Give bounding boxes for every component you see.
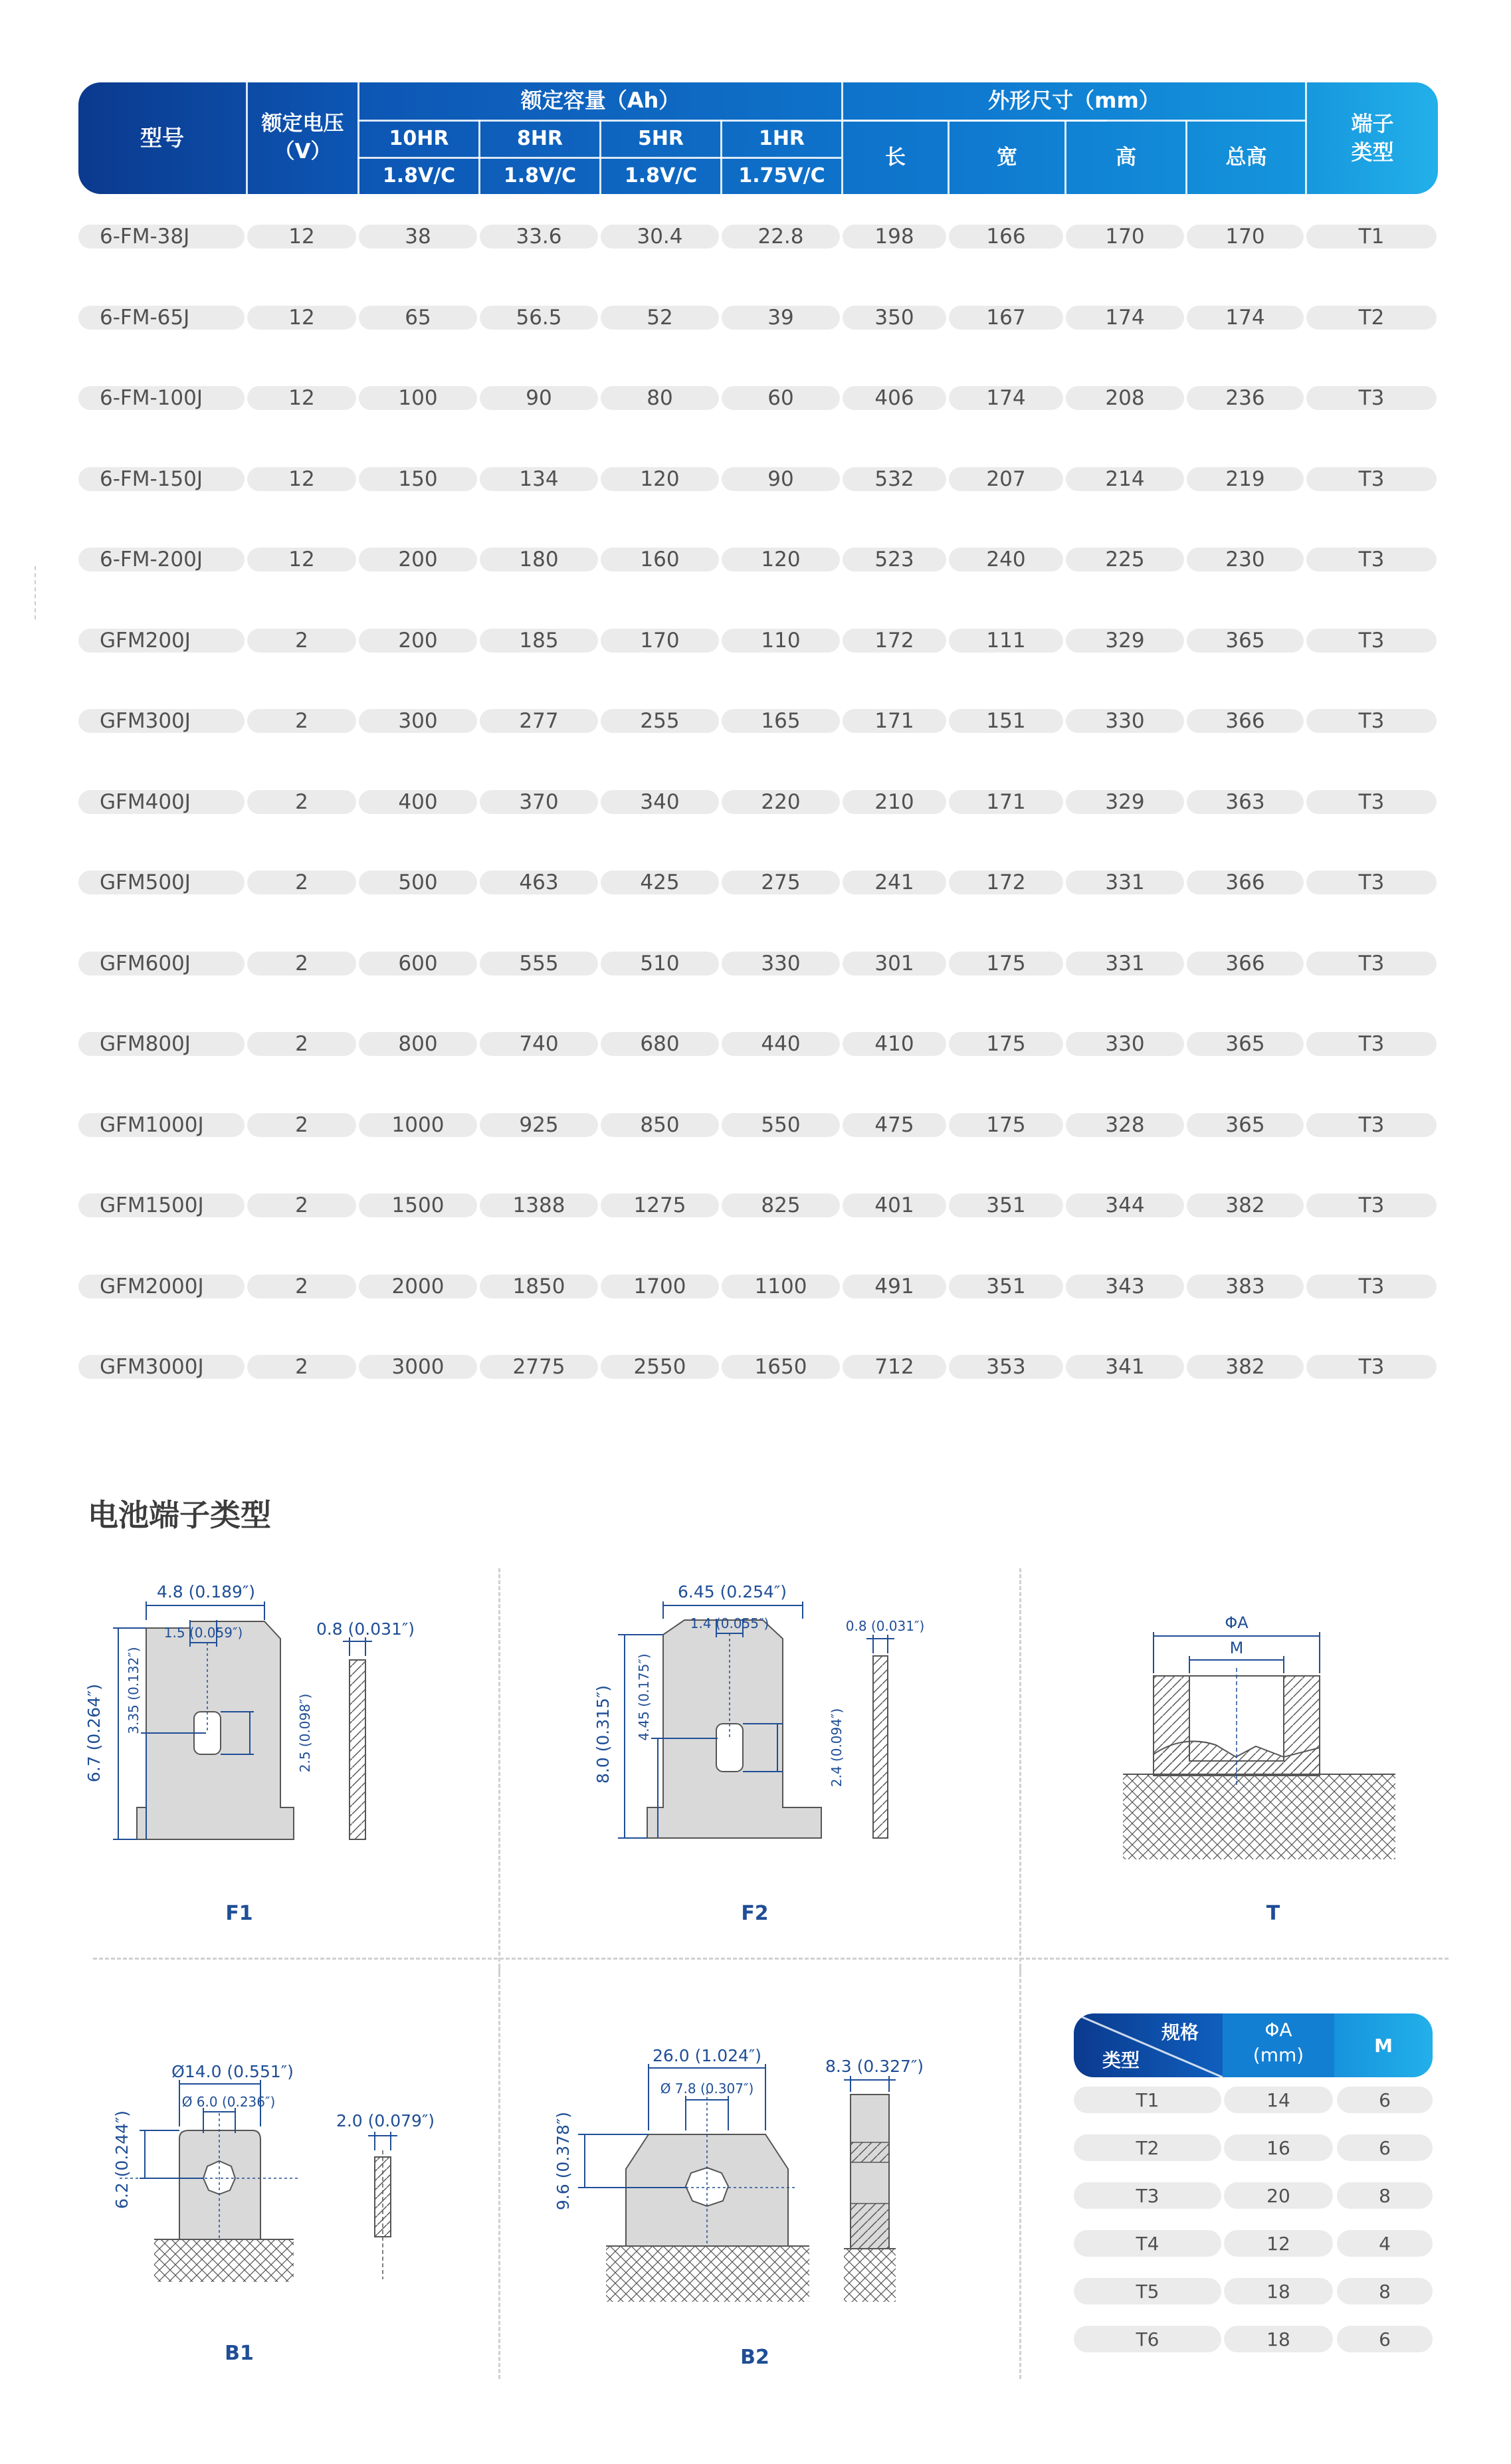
table-cell: 171 bbox=[949, 790, 1063, 814]
terminal-cell: 8 bbox=[1337, 2278, 1433, 2305]
table-cell: 383 bbox=[1187, 1275, 1304, 1298]
header-capacity-rate: 5HR bbox=[637, 127, 684, 151]
table-cell: 1275 bbox=[601, 1193, 719, 1217]
header-length: 长 bbox=[885, 145, 906, 169]
table-cell: 134 bbox=[480, 467, 598, 491]
model-cell: GFM2000J bbox=[78, 1275, 245, 1298]
table-cell: T3 bbox=[1306, 548, 1437, 571]
table-row bbox=[78, 790, 1438, 871]
f2-hole-height-dim: 4.45 (0.175″) bbox=[636, 1653, 652, 1741]
terminal-cell: 6 bbox=[1337, 2087, 1433, 2113]
table-cell: 52 bbox=[601, 306, 719, 330]
table-cell: 2 bbox=[247, 709, 356, 733]
table-cell: 255 bbox=[601, 709, 719, 733]
table-cell: 2 bbox=[247, 1355, 356, 1379]
model-cell: GFM600J bbox=[78, 952, 245, 975]
table-cell: 12 bbox=[247, 386, 356, 410]
side-hatch bbox=[851, 2204, 889, 2249]
model-cell: GFM3000J bbox=[78, 1355, 245, 1379]
diagram-label-t: T bbox=[1266, 1902, 1280, 1925]
header-capacity-rate: 8HR bbox=[516, 127, 563, 151]
table-cell: 210 bbox=[843, 790, 946, 814]
table-cell: 382 bbox=[1187, 1193, 1304, 1217]
table-cell: 328 bbox=[1066, 1113, 1184, 1137]
table-cell: 3000 bbox=[359, 1355, 477, 1379]
t-inner-dim: M bbox=[1229, 1639, 1244, 1657]
table-cell: 2775 bbox=[480, 1355, 598, 1379]
f1-hole-height-dim: 3.35 (0.132″) bbox=[126, 1647, 142, 1734]
table-cell: 523 bbox=[843, 548, 946, 571]
f2-slot-dim: 1.4 (0.055″) bbox=[690, 1615, 769, 1631]
model-cell: GFM1500J bbox=[78, 1193, 245, 1217]
header-capacity-rate: 10HR bbox=[389, 127, 449, 151]
terminal-cell: 6 bbox=[1337, 2134, 1433, 2161]
table-cell: 2550 bbox=[601, 1355, 719, 1379]
table-cell: 330 bbox=[1066, 1032, 1184, 1056]
base-hatch bbox=[606, 2246, 809, 2302]
table-cell: 331 bbox=[1066, 952, 1184, 975]
table-cell: 2 bbox=[247, 1113, 356, 1137]
table-cell: 240 bbox=[949, 548, 1063, 571]
model-cell: 6-FM-65J bbox=[78, 306, 245, 330]
table-cell: 12 bbox=[247, 467, 356, 491]
table-cell: T3 bbox=[1306, 952, 1437, 975]
table-cell: 65 bbox=[359, 306, 477, 330]
table-cell: 341 bbox=[1066, 1355, 1184, 1379]
table-cell: 401 bbox=[843, 1193, 946, 1217]
table-cell: 80 bbox=[601, 386, 719, 410]
table-cell: 120 bbox=[601, 467, 719, 491]
table-cell: 2 bbox=[247, 1275, 356, 1298]
table-cell: 510 bbox=[601, 952, 719, 975]
terminal-cell: 20 bbox=[1224, 2182, 1333, 2209]
table-cell: 680 bbox=[601, 1032, 719, 1056]
table-cell: T3 bbox=[1306, 790, 1437, 814]
table-cell: 60 bbox=[722, 386, 840, 410]
table-row bbox=[78, 306, 1438, 387]
table-cell: 30.4 bbox=[601, 225, 719, 249]
table-cell: 600 bbox=[359, 952, 477, 975]
table-cell: 1000 bbox=[359, 1113, 477, 1137]
table-cell: T3 bbox=[1306, 871, 1437, 894]
table-cell: 241 bbox=[843, 871, 946, 894]
table-cell: 2 bbox=[247, 952, 356, 975]
f1-slot-height-dim: 2.5 (0.098″) bbox=[297, 1693, 313, 1773]
table-cell: 172 bbox=[843, 629, 946, 653]
table-cell: 175 bbox=[949, 952, 1063, 975]
table-cell: T3 bbox=[1306, 1355, 1437, 1379]
table-cell: 344 bbox=[1066, 1193, 1184, 1217]
table-cell: 365 bbox=[1187, 1113, 1304, 1137]
terminal-row bbox=[1074, 2125, 1433, 2173]
table-cell: 343 bbox=[1066, 1275, 1184, 1298]
b2-hole-dim: Ø 7.8 (0.307″) bbox=[660, 2081, 754, 2097]
header-capacity-cutoff: 1.8V/C bbox=[382, 164, 456, 188]
table-cell: 550 bbox=[722, 1113, 840, 1137]
table-cell: T3 bbox=[1306, 629, 1437, 653]
terminal-spec-table bbox=[1074, 2013, 1433, 2364]
table-cell: 410 bbox=[843, 1032, 946, 1056]
terminal-cell: 12 bbox=[1224, 2230, 1333, 2257]
table-cell: 167 bbox=[949, 306, 1063, 330]
table-cell: 1650 bbox=[722, 1355, 840, 1379]
model-cell: GFM300J bbox=[78, 709, 245, 733]
table-cell: 301 bbox=[843, 952, 946, 975]
table-cell: 2 bbox=[247, 1193, 356, 1217]
table-cell: 850 bbox=[601, 1113, 719, 1137]
header-capacity-cutoff: 1.75V/C bbox=[738, 164, 825, 188]
table-row bbox=[78, 1032, 1438, 1113]
grid-divider bbox=[1019, 1568, 1021, 1974]
table-row bbox=[78, 1113, 1438, 1194]
table-row bbox=[78, 1355, 1438, 1436]
model-cell: GFM500J bbox=[78, 871, 245, 894]
table-cell: 207 bbox=[949, 467, 1063, 491]
table-row bbox=[78, 871, 1438, 952]
diagram-label-b1: B1 bbox=[225, 2342, 254, 2365]
table-cell: 12 bbox=[247, 225, 356, 249]
table-cell: 220 bbox=[722, 790, 840, 814]
diagram-t-svg bbox=[1116, 1595, 1409, 1874]
table-cell: 2 bbox=[247, 629, 356, 653]
terminal-cell: 14 bbox=[1224, 2087, 1333, 2113]
terminal-cell: 8 bbox=[1337, 2182, 1433, 2209]
diagram-label-f1: F1 bbox=[225, 1902, 253, 1925]
spec-table-header bbox=[78, 82, 1438, 194]
table-cell: 400 bbox=[359, 790, 477, 814]
table-cell: 219 bbox=[1187, 467, 1304, 491]
table-cell: 198 bbox=[843, 225, 946, 249]
table-cell: 2 bbox=[247, 871, 356, 894]
terminal-row bbox=[1074, 2077, 1433, 2125]
table-cell: 150 bbox=[359, 467, 477, 491]
table-cell: 1500 bbox=[359, 1193, 477, 1217]
terminal-cell: 4 bbox=[1337, 2230, 1433, 2257]
terminal-cell: T6 bbox=[1074, 2326, 1221, 2352]
table-cell: 170 bbox=[601, 629, 719, 653]
diagram-b1-svg bbox=[80, 2020, 452, 2312]
terminal-header-type: 类型 bbox=[1102, 2049, 1140, 2071]
grid-divider bbox=[498, 1967, 500, 2379]
table-cell: 366 bbox=[1187, 871, 1304, 894]
terminal-cell: 16 bbox=[1224, 2134, 1333, 2161]
table-cell: 174 bbox=[1187, 306, 1304, 330]
b1-thickness-dim: 2.0 (0.079″) bbox=[336, 2111, 435, 2130]
diagram-f2 bbox=[585, 1582, 957, 1867]
header-capacity-group: 额定容量（Ah） bbox=[520, 88, 680, 114]
table-cell: 406 bbox=[843, 386, 946, 410]
page-edge-mark bbox=[35, 566, 36, 619]
diagram-f1 bbox=[73, 1582, 445, 1867]
terminal-table-body bbox=[1074, 2077, 1433, 2364]
model-cell: 6-FM-100J bbox=[78, 386, 245, 410]
table-cell: 120 bbox=[722, 548, 840, 571]
table-cell: 1700 bbox=[601, 1275, 719, 1298]
table-cell: 382 bbox=[1187, 1355, 1304, 1379]
table-cell: 56.5 bbox=[480, 306, 598, 330]
table-cell: 366 bbox=[1187, 952, 1304, 975]
table-cell: 366 bbox=[1187, 709, 1304, 733]
b2-height-dim: 9.6 (0.378″) bbox=[554, 2111, 573, 2211]
side-view bbox=[350, 1660, 365, 1839]
model-cell: GFM200J bbox=[78, 629, 245, 653]
table-cell: 2000 bbox=[359, 1275, 477, 1298]
table-cell: 351 bbox=[949, 1275, 1063, 1298]
base-hatch bbox=[154, 2239, 294, 2282]
diagram-t bbox=[1116, 1595, 1409, 1874]
table-cell: T2 bbox=[1306, 306, 1437, 330]
b1-hole-dim: Ø 6.0 (0.236″) bbox=[181, 2094, 276, 2110]
b1-width-dim: Ø14.0 (0.551″) bbox=[171, 2062, 294, 2081]
terminal-cell: T2 bbox=[1074, 2134, 1221, 2161]
grid-divider bbox=[1019, 1967, 1021, 2379]
b2-thickness-dim: 8.3 (0.327″) bbox=[825, 2057, 924, 2076]
t-outer-dim: ΦA bbox=[1225, 1613, 1249, 1632]
table-cell: 2 bbox=[247, 1032, 356, 1056]
table-cell: T3 bbox=[1306, 709, 1437, 733]
header-capacity-cutoff: 1.8V/C bbox=[503, 164, 577, 188]
f1-height-dim: 6.7 (0.264″) bbox=[84, 1683, 104, 1783]
table-cell: 363 bbox=[1187, 790, 1304, 814]
table-row bbox=[78, 952, 1438, 1033]
terminal-cell: T1 bbox=[1074, 2087, 1221, 2113]
diagram-b2 bbox=[552, 2007, 963, 2319]
f2-slot-height-dim: 2.4 (0.094″) bbox=[829, 1708, 845, 1788]
table-cell: 463 bbox=[480, 871, 598, 894]
table-cell: T3 bbox=[1306, 1193, 1437, 1217]
terminal-header-m: M bbox=[1374, 2035, 1393, 2057]
table-cell: 100 bbox=[359, 386, 477, 410]
table-cell: T1 bbox=[1306, 225, 1437, 249]
grid-divider bbox=[498, 1568, 500, 1974]
table-cell: 925 bbox=[480, 1113, 598, 1137]
table-cell: T3 bbox=[1306, 467, 1437, 491]
f2-thickness-dim: 0.8 (0.031″) bbox=[845, 1618, 925, 1634]
model-cell: 6-FM-38J bbox=[78, 225, 245, 249]
table-cell: 170 bbox=[1187, 225, 1304, 249]
spec-table-body bbox=[78, 225, 1438, 1436]
diagram-label-b2: B2 bbox=[740, 2346, 769, 2369]
diagram-f1-svg bbox=[73, 1582, 445, 1867]
table-cell: 365 bbox=[1187, 1032, 1304, 1056]
table-cell: 475 bbox=[843, 1113, 946, 1137]
table-cell: 39 bbox=[722, 306, 840, 330]
table-cell: 350 bbox=[843, 306, 946, 330]
header-width: 宽 bbox=[997, 145, 1017, 169]
table-cell: 491 bbox=[843, 1275, 946, 1298]
table-cell: 370 bbox=[480, 790, 598, 814]
table-cell: 200 bbox=[359, 629, 477, 653]
table-cell: 111 bbox=[949, 629, 1063, 653]
header-total-height: 总高 bbox=[1225, 145, 1267, 169]
table-cell: 365 bbox=[1187, 629, 1304, 653]
terminal-row bbox=[1074, 2269, 1433, 2316]
table-cell: 1388 bbox=[480, 1193, 598, 1217]
f1-slot-dim: 1.5 (0.059″) bbox=[163, 1625, 243, 1641]
model-cell: GFM400J bbox=[78, 790, 245, 814]
terminal-row bbox=[1074, 2221, 1433, 2269]
table-cell: 174 bbox=[949, 386, 1063, 410]
table-cell: 2 bbox=[247, 790, 356, 814]
table-cell: 200 bbox=[359, 548, 477, 571]
table-cell: 180 bbox=[480, 548, 598, 571]
table-cell: 166 bbox=[949, 225, 1063, 249]
table-cell: 12 bbox=[247, 306, 356, 330]
f1-width-dim: 4.8 (0.189″) bbox=[156, 1582, 256, 1601]
table-cell: 340 bbox=[601, 790, 719, 814]
terminal-cell: T3 bbox=[1074, 2182, 1221, 2209]
table-cell: 500 bbox=[359, 871, 477, 894]
table-cell: 800 bbox=[359, 1032, 477, 1056]
diagram-f2-svg bbox=[585, 1582, 957, 1867]
side-hatch bbox=[851, 2142, 889, 2162]
table-cell: 160 bbox=[601, 548, 719, 571]
terminal-header-a: ΦA (mm) bbox=[1253, 2019, 1304, 2066]
terminal-table-header bbox=[1074, 2013, 1433, 2077]
header-terminal-type: 端子 类型 bbox=[1351, 110, 1394, 165]
model-cell: 6-FM-200J bbox=[78, 548, 245, 571]
side-view bbox=[873, 1656, 888, 1838]
model-cell: GFM800J bbox=[78, 1032, 245, 1056]
base-hatch bbox=[1123, 1774, 1395, 1859]
diagram-b1 bbox=[80, 2020, 452, 2312]
table-cell: 425 bbox=[601, 871, 719, 894]
table-cell: 225 bbox=[1066, 548, 1184, 571]
table-cell: 331 bbox=[1066, 871, 1184, 894]
table-row bbox=[78, 548, 1438, 629]
table-cell: 555 bbox=[480, 952, 598, 975]
header-capacity-cutoff: 1.8V/C bbox=[624, 164, 698, 188]
table-cell: 1100 bbox=[722, 1275, 840, 1298]
header-capacity-rate: 1HR bbox=[758, 127, 805, 151]
table-cell: 353 bbox=[949, 1355, 1063, 1379]
terminal-cell: 18 bbox=[1224, 2278, 1333, 2305]
table-cell: 33.6 bbox=[480, 225, 598, 249]
table-cell: T3 bbox=[1306, 1032, 1437, 1056]
table-cell: 351 bbox=[949, 1193, 1063, 1217]
table-cell: 172 bbox=[949, 871, 1063, 894]
table-cell: 330 bbox=[1066, 709, 1184, 733]
terminal-cell: T5 bbox=[1074, 2278, 1221, 2305]
table-cell: 208 bbox=[1066, 386, 1184, 410]
table-cell: 277 bbox=[480, 709, 598, 733]
table-cell: 185 bbox=[480, 629, 598, 653]
table-cell: 12 bbox=[247, 548, 356, 571]
b1-height-dim: 6.2 (0.244″) bbox=[112, 2110, 132, 2209]
diagram-label-f2: F2 bbox=[741, 1902, 769, 1925]
table-cell: 214 bbox=[1066, 467, 1184, 491]
table-cell: 165 bbox=[722, 709, 840, 733]
table-cell: 90 bbox=[722, 467, 840, 491]
table-row bbox=[78, 629, 1438, 710]
terminal-cell: T4 bbox=[1074, 2230, 1221, 2257]
table-cell: 825 bbox=[722, 1193, 840, 1217]
section-title: 电池端子类型 bbox=[88, 1497, 271, 1533]
terminal-header-spec: 规格 bbox=[1161, 2021, 1199, 2043]
b2-width-dim: 26.0 (1.024″) bbox=[652, 2046, 762, 2065]
header-height: 高 bbox=[1116, 145, 1136, 169]
f1-thickness-dim: 0.8 (0.031″) bbox=[316, 1619, 415, 1639]
table-cell: 329 bbox=[1066, 790, 1184, 814]
header-dimension-group: 外形尺寸（mm） bbox=[988, 88, 1160, 114]
f2-height-dim: 8.0 (0.315″) bbox=[593, 1685, 613, 1784]
table-cell: 38 bbox=[359, 225, 477, 249]
side-base-hatch bbox=[844, 2249, 896, 2302]
header-model: 型号 bbox=[140, 124, 184, 151]
table-cell: 110 bbox=[722, 629, 840, 653]
table-row bbox=[78, 386, 1438, 467]
terminal-row bbox=[1074, 2316, 1433, 2364]
table-cell: 440 bbox=[722, 1032, 840, 1056]
table-cell: 330 bbox=[722, 952, 840, 975]
table-cell: 1850 bbox=[480, 1275, 598, 1298]
f2-width-dim: 6.45 (0.254″) bbox=[677, 1582, 787, 1601]
table-cell: 90 bbox=[480, 386, 598, 410]
header-voltage: 额定电压 （V） bbox=[261, 112, 344, 163]
table-cell: T3 bbox=[1306, 1113, 1437, 1137]
model-cell: 6-FM-150J bbox=[78, 467, 245, 491]
table-cell: 175 bbox=[949, 1113, 1063, 1137]
table-cell: T3 bbox=[1306, 1275, 1437, 1298]
table-cell: 171 bbox=[843, 709, 946, 733]
terminal-cell: 6 bbox=[1337, 2326, 1433, 2352]
diagram-b2-svg bbox=[552, 2007, 963, 2319]
table-cell: 175 bbox=[949, 1032, 1063, 1056]
table-cell: 170 bbox=[1066, 225, 1184, 249]
table-cell: 151 bbox=[949, 709, 1063, 733]
table-cell: 300 bbox=[359, 709, 477, 733]
table-cell: 712 bbox=[843, 1355, 946, 1379]
table-row bbox=[78, 225, 1438, 306]
table-cell: 236 bbox=[1187, 386, 1304, 410]
terminal-cell: 18 bbox=[1224, 2326, 1333, 2352]
table-cell: T3 bbox=[1306, 386, 1437, 410]
table-row bbox=[78, 467, 1438, 548]
grid-divider bbox=[93, 1958, 1449, 1960]
table-row bbox=[78, 709, 1438, 790]
table-row bbox=[78, 1275, 1438, 1356]
table-cell: 275 bbox=[722, 871, 840, 894]
table-cell: 230 bbox=[1187, 548, 1304, 571]
table-cell: 22.8 bbox=[722, 225, 840, 249]
model-cell: GFM1000J bbox=[78, 1113, 245, 1137]
table-cell: 740 bbox=[480, 1032, 598, 1056]
table-cell: 174 bbox=[1066, 306, 1184, 330]
table-cell: 532 bbox=[843, 467, 946, 491]
terminal-row bbox=[1074, 2173, 1433, 2221]
table-cell: 329 bbox=[1066, 629, 1184, 653]
table-row bbox=[78, 1193, 1438, 1275]
